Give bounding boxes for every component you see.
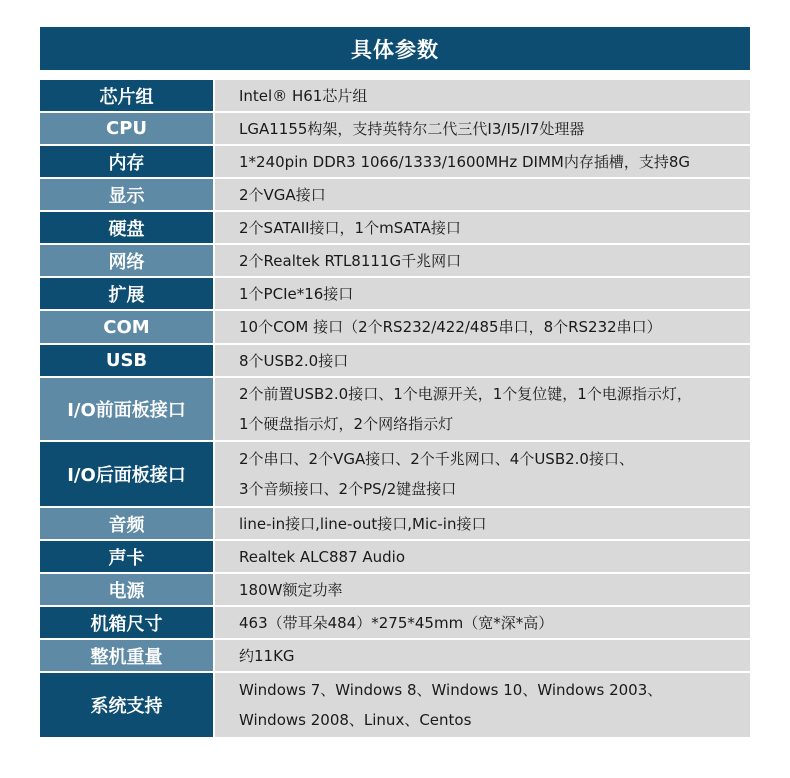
spec-row-chassis-size [40, 607, 750, 640]
spec-row-usb [40, 345, 750, 378]
spec-label: 音频 [40, 508, 215, 539]
spec-value [215, 442, 750, 506]
spec-table-title: 具体参数 [40, 27, 750, 70]
spec-row-chipset [40, 80, 750, 113]
spec-value: 1个PCIe*16接口 [215, 278, 750, 309]
spec-label: 电源 [40, 574, 215, 605]
spec-label: 系统支持 [40, 673, 215, 737]
spec-row-sound-card [40, 541, 750, 574]
spec-label: 机箱尺寸 [40, 607, 215, 638]
spec-value: 180W额定功率 [215, 574, 750, 605]
spec-row-network [40, 245, 750, 278]
spec-value: 1*240pin DDR3 1066/1333/1600MHz DIMM内存插槽，支持8G [215, 146, 750, 177]
spec-label: 扩展 [40, 278, 215, 309]
spec-row-com [40, 311, 750, 345]
spec-value: 2个VGA接口 [215, 179, 750, 210]
spec-value-line: 2个串口、2个VGA接口、2个千兆网口、4个USB2.0接口、 [239, 450, 634, 468]
spec-value: 8个USB2.0接口 [215, 345, 750, 376]
spec-label: 网络 [40, 245, 215, 276]
spec-value: Realtek ALC887 Audio [215, 541, 750, 572]
spec-label: I/O后面板接口 [40, 442, 215, 506]
spec-row-cpu [40, 113, 750, 146]
spec-value-line: 2个前置USB2.0接口、1个电源开关，1个复位键，1个电源指示灯， [239, 385, 692, 403]
spec-label: 内存 [40, 146, 215, 177]
spec-row-storage [40, 212, 750, 245]
spec-value-line: Windows 7、Windows 8、Windows 10、Windows 2003、 [239, 681, 663, 699]
spec-value-line: 3个音频接口、2个PS/2键盘接口 [239, 480, 457, 498]
spec-label: 声卡 [40, 541, 215, 572]
spec-value [215, 673, 750, 737]
spec-label: CPU [40, 113, 215, 144]
spec-row-audio [40, 508, 750, 541]
spec-label: 芯片组 [40, 80, 215, 111]
spec-value-line: 1个硬盘指示灯，2个网络指示灯 [239, 415, 454, 433]
spec-value: Intel® H61芯片组 [215, 80, 750, 111]
spec-row-expansion [40, 278, 750, 311]
spec-row-memory [40, 146, 750, 179]
spec-label: 显示 [40, 179, 215, 210]
spec-row-rear-io [40, 442, 750, 508]
spec-label: 整机重量 [40, 640, 215, 671]
spec-row-os [40, 673, 750, 737]
spec-value [215, 378, 750, 440]
spec-row-front-io [40, 378, 750, 442]
spec-value: 10个COM 接口（2个RS232/422/485串口，8个RS232串口） [215, 311, 750, 343]
spec-value: LGA1155构架，支持英特尔二代三代I3/I5/I7处理器 [215, 113, 750, 144]
spec-row-weight [40, 640, 750, 673]
spec-value: 463（带耳朵484）*275*45mm（宽*深*高） [215, 607, 750, 638]
spec-label: 硬盘 [40, 212, 215, 243]
spec-row-power [40, 574, 750, 607]
spec-value: 2个Realtek RTL8111G千兆网口 [215, 245, 750, 276]
spec-value: 2个SATAII接口，1个mSATA接口 [215, 212, 750, 243]
spec-label: I/O前面板接口 [40, 378, 215, 440]
spec-label: COM [40, 311, 215, 343]
spec-table [40, 80, 750, 737]
spec-label: USB [40, 345, 215, 376]
spec-value: 约11KG [215, 640, 750, 671]
spec-value-line: Windows 2008、Linux、Centos [239, 711, 472, 729]
spec-value: line-in接口,line-out接口,Mic-in接口 [215, 508, 750, 539]
spec-row-display [40, 179, 750, 212]
